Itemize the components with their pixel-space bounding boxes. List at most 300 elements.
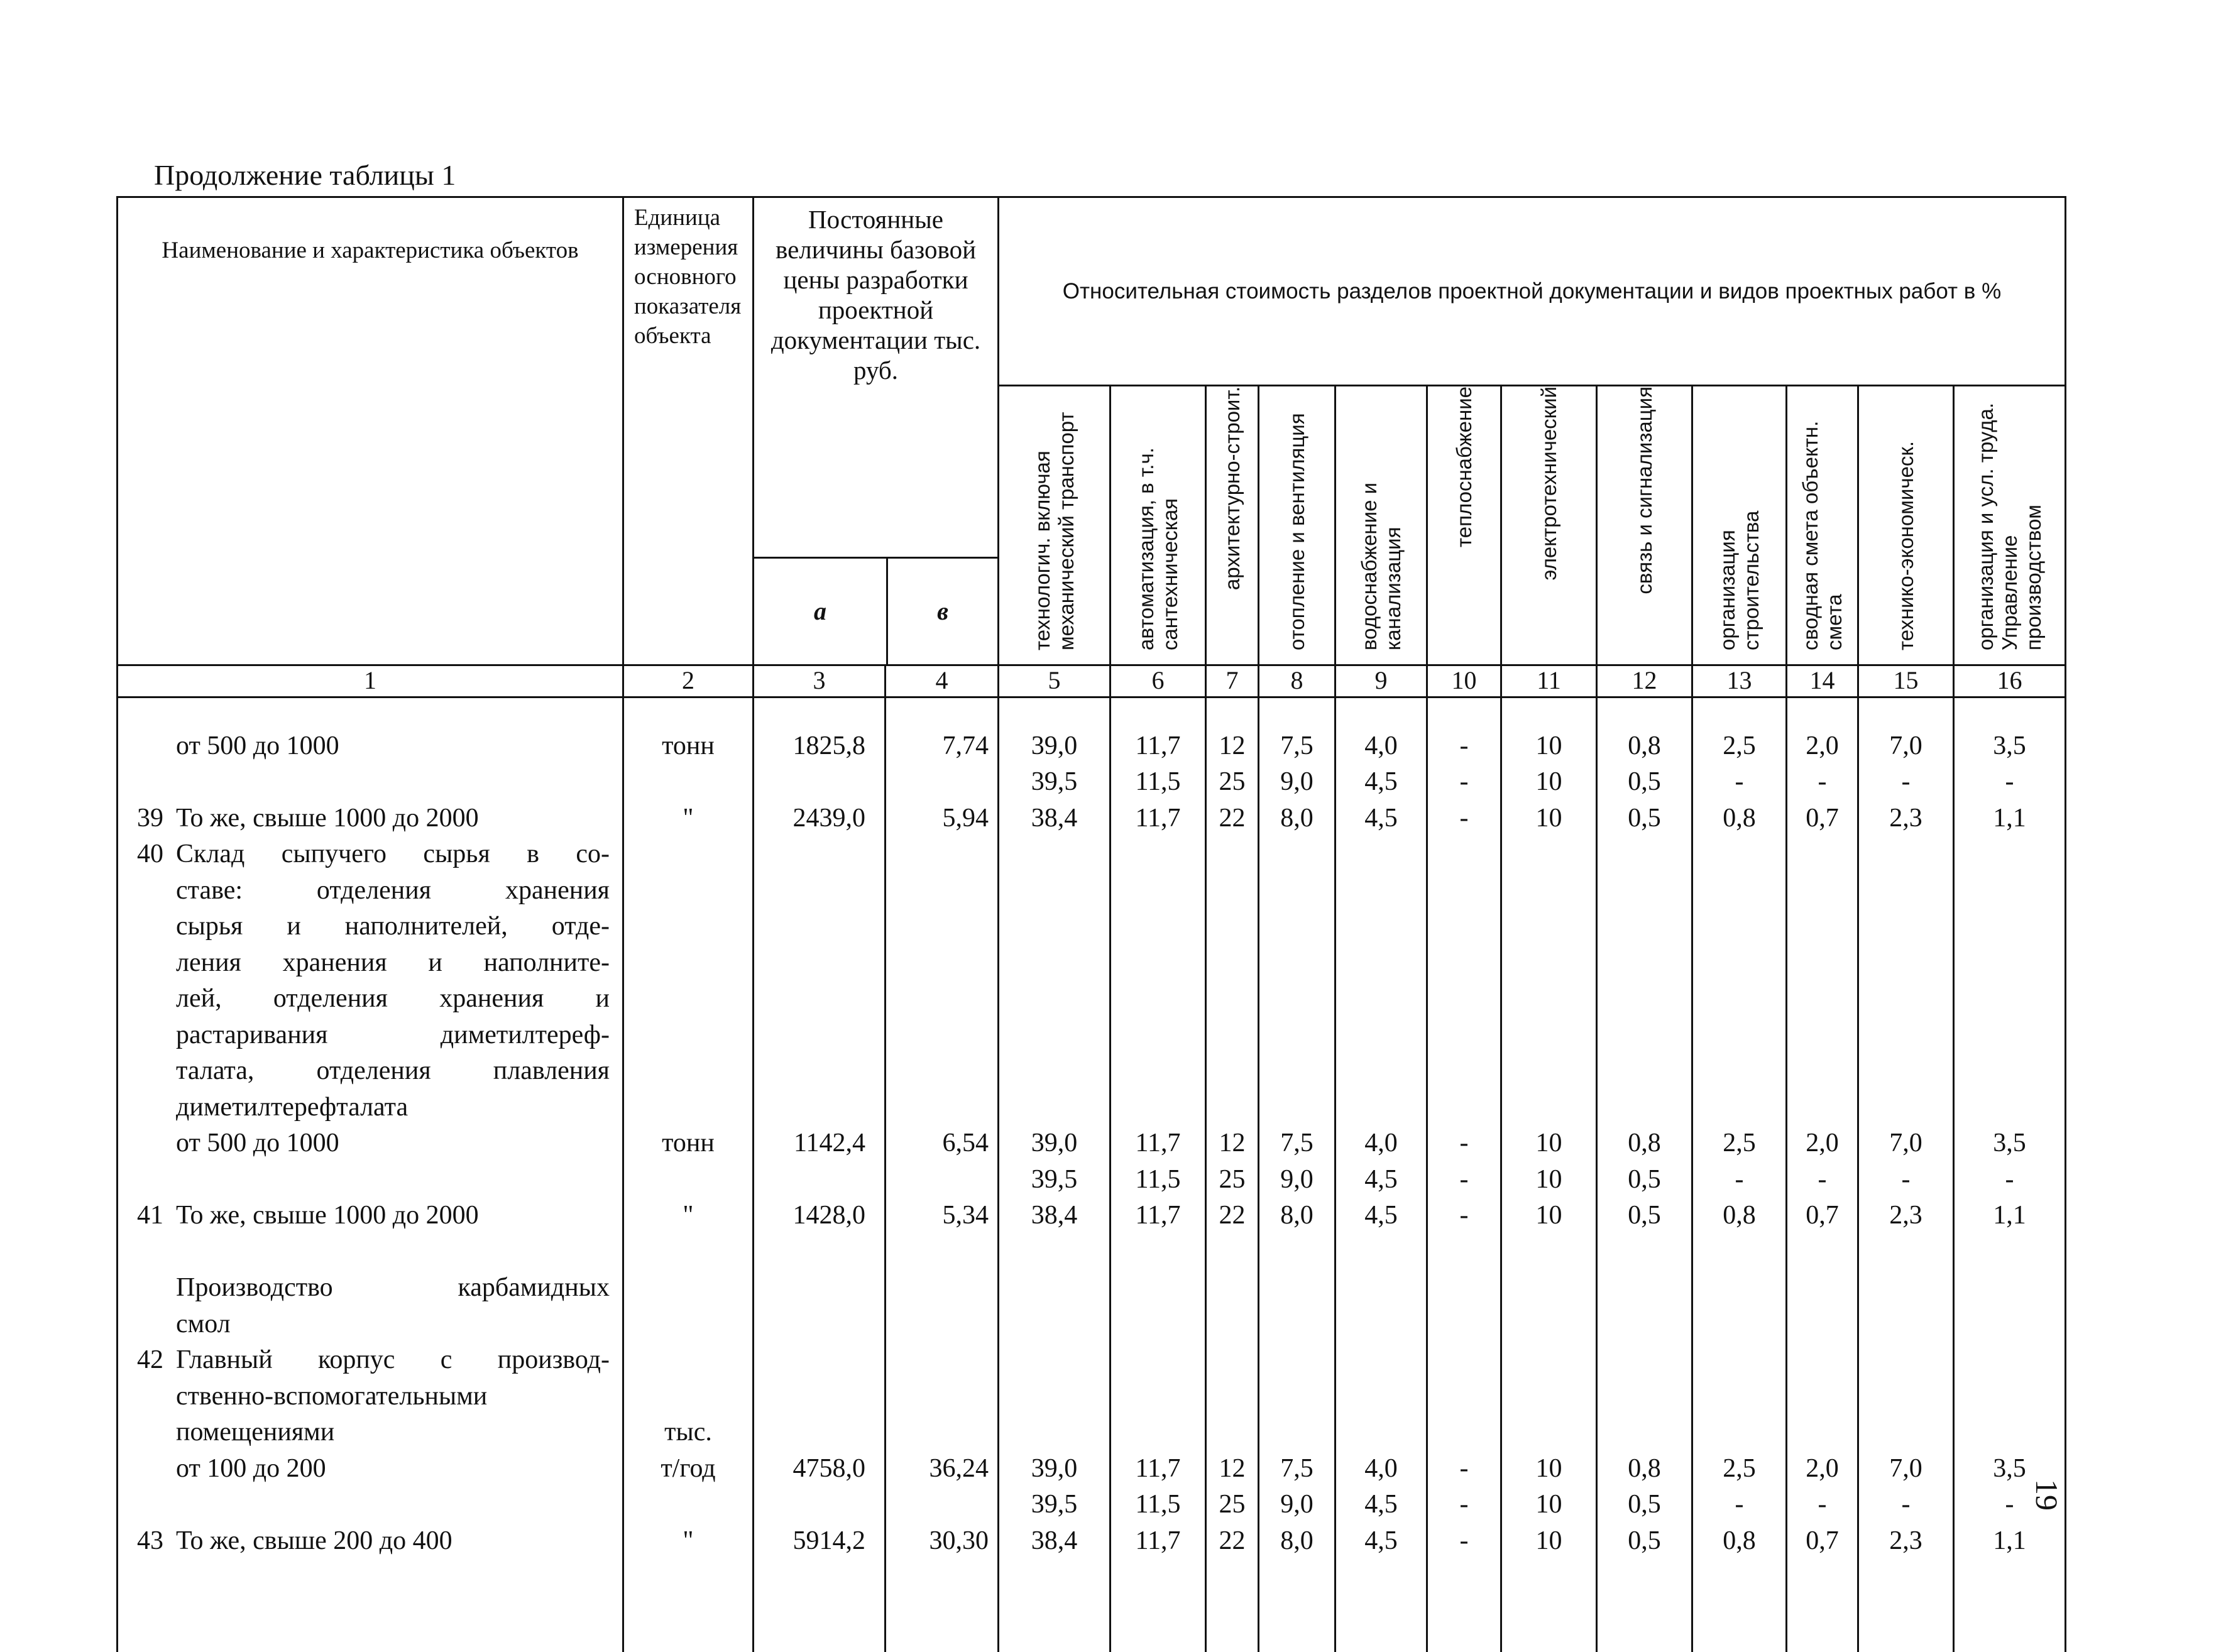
row-number [118,1125,176,1162]
unit-value [624,1306,752,1343]
unit-value: тонн [662,1129,715,1157]
row-number [118,1017,176,1054]
percent-value: 7,0 [1889,1129,1922,1157]
const-a-value: 1428,0 [792,1201,865,1230]
list-item [118,1234,622,1271]
const-b-value: 7,74 [942,731,989,760]
const-b-value [886,1487,989,1523]
page-number: 19 [2029,1479,2065,1511]
percent-value: 11,7 [1135,1129,1181,1157]
list-item [118,764,622,801]
list-item [118,728,622,765]
list-item [118,909,622,945]
const-b-value [886,909,989,945]
unit-value [624,1053,752,1090]
row-number [118,909,176,945]
const-b-value [886,873,989,909]
percent-value: - [1459,767,1469,796]
list-item [118,1379,622,1415]
list-item [118,873,622,909]
object-name: Склад сыпучего сырья в со- [176,840,610,868]
const-a-value: 1142,4 [794,1129,865,1157]
percent-value: 0,8 [1723,1201,1756,1230]
values-col-12 [1597,697,1692,1652]
percent-value: 0,8 [1628,731,1661,760]
percent-value: 22 [1219,1526,1246,1555]
const-a-value [754,1342,865,1379]
percent-value: 1,1 [1993,803,2026,833]
const-b-column [886,697,999,1652]
unit-value [624,873,752,909]
percent-value: 4,5 [1364,1164,1398,1194]
percent-value: 7,0 [1889,731,1922,760]
unit-value: тыс. [664,1418,712,1447]
header-col-16: организация и усл. труда. Управление производством [1954,385,2066,665]
const-b-value: 5,34 [942,1201,989,1230]
percent-value: - [1459,1490,1469,1519]
values-col-15 [1858,697,1954,1652]
col-number: 10 [1427,665,1501,697]
unit-value [624,909,752,945]
values-col-13 [1692,697,1787,1652]
col-number: 16 [1954,665,2066,697]
percent-value: - [1818,1164,1827,1194]
const-b-value [886,764,989,801]
row-number [118,1487,176,1523]
percent-value: 2,5 [1723,1453,1756,1483]
const-a-value [754,981,865,1017]
percent-value: - [2005,1164,2014,1194]
col-number: 1 [118,665,623,697]
values-col-7 [1206,697,1259,1652]
object-name: То же, свыше 1000 до 2000 [176,803,479,833]
percent-value: 2,0 [1806,731,1839,760]
const-a-value [754,836,865,873]
object-name: То же, свыше 200 до 400 [176,1526,452,1555]
values-col-6 [1110,697,1206,1652]
percent-value: 38,4 [1031,1526,1078,1555]
percent-value: 25 [1219,767,1246,796]
const-b-value [886,1017,989,1054]
row-number [118,1162,176,1198]
unit-value [624,1270,752,1306]
const-a-value: 5914,2 [792,1526,865,1555]
const-b-value [886,1414,989,1451]
values-col-10 [1427,697,1501,1652]
unit-value: " [683,1526,694,1555]
list-item [118,1306,622,1343]
col-number: 8 [1259,665,1335,697]
const-a-value [754,764,865,801]
percent-value: 4,5 [1364,1490,1398,1519]
list-item [118,945,622,982]
const-a-value [754,1487,865,1523]
row-number [118,1234,176,1271]
percent-value: - [2005,767,2014,796]
const-b-value [886,1342,989,1379]
list-item [118,1053,622,1090]
row-number [118,764,176,801]
col-number: 15 [1858,665,1954,697]
percent-value: 25 [1219,1164,1246,1194]
header-name: Наименование и характеристика объектов [118,197,623,665]
col-number: 7 [1206,665,1259,697]
percent-value: 8,0 [1280,803,1313,833]
percent-value: - [1459,1201,1469,1230]
row-number [118,1306,176,1343]
percent-value: 4,5 [1364,1201,1398,1230]
col-number: 3 [754,665,886,697]
percent-value: 11,7 [1135,1201,1181,1230]
percent-value: 1,1 [1993,1201,2026,1230]
header-col-8: отопление и вентиляция [1259,385,1335,665]
object-name: помещениями [176,1418,335,1447]
percent-value: 0,7 [1806,803,1839,833]
percent-value: 2,3 [1889,803,1922,833]
percent-value: 2,0 [1806,1453,1839,1483]
row-number [118,1379,176,1415]
list-item [118,1487,622,1523]
header-col-9: водоснабжение и канализация [1335,385,1427,665]
percent-value: 10 [1535,767,1562,796]
const-b-value: 36,24 [929,1453,989,1483]
percent-value: 11,7 [1135,1526,1181,1555]
header-unit: Единица измерения основного показателя объекта [623,197,754,665]
col-number: 14 [1787,665,1858,697]
col-number: 2 [623,665,754,697]
header-col-7: архитектурно-строит. [1206,385,1259,665]
const-b-value [886,1234,989,1271]
const-a-value: 2439,0 [792,803,865,833]
percent-value: 7,0 [1889,1453,1922,1483]
object-name: растаривания диметилтереф- [176,1020,610,1049]
list-item [118,1017,622,1054]
object-name: от 500 до 1000 [176,731,339,760]
const-b-value: 6,54 [942,1129,989,1157]
percent-value: 4,0 [1364,1129,1398,1157]
const-b-value [886,1090,989,1126]
col-number: 5 [999,665,1110,697]
const-a-value [754,1234,865,1271]
row-number [118,1414,176,1451]
list-item [118,1414,622,1451]
percent-value: 38,4 [1031,803,1078,833]
header-col-13: организация строительства [1692,385,1787,665]
percent-value: 10 [1535,1164,1562,1194]
const-a-value [754,1162,865,1198]
percent-value: 39,5 [1031,1490,1078,1519]
percent-value: - [1735,767,1744,796]
percent-value: - [2005,1490,2014,1519]
unit-value [624,1487,752,1523]
percent-value: - [1818,1490,1827,1519]
object-name: ставе: отделения хранения [176,875,610,905]
object-name [176,1162,622,1198]
row-number: 43 [137,1526,163,1555]
header-col-12: связь и сигнализация [1597,385,1692,665]
percent-value: 4,5 [1364,1526,1398,1555]
unit-value: " [683,803,694,833]
const-subheader [754,385,999,665]
percent-value: 2,3 [1889,1526,1922,1555]
percent-value: 2,3 [1889,1201,1922,1230]
unit-value: тонн [662,731,715,760]
list-item [118,801,622,837]
percent-value: 0,8 [1723,803,1756,833]
unit-value: " [683,1201,694,1230]
header-col-5: технологич. включая механический транспорт [999,385,1110,665]
percent-value: 25 [1219,1490,1246,1519]
percent-value: - [1459,1164,1469,1194]
header-const: Постоянные величины базовой цены разработки проектной документации тыс. руб. [754,197,999,386]
object-name: сырья и наполнителей, отде- [176,912,610,941]
percent-value: 2,0 [1806,1129,1839,1157]
percent-value: 12 [1219,731,1246,760]
percent-value: 10 [1535,731,1562,760]
object-name: от 100 до 200 [176,1453,326,1483]
unit-value [624,836,752,873]
const-a-value [754,873,865,909]
col-number: 11 [1501,665,1597,697]
percent-value: 7,5 [1280,731,1313,760]
row-number: 41 [137,1201,163,1230]
header-col-10: теплоснабжение [1427,385,1501,665]
const-b-value [886,1379,989,1415]
unit-value [624,1379,752,1415]
percent-value: 39,5 [1031,767,1078,796]
percent-value: 9,0 [1280,1164,1313,1194]
names-column [118,697,623,1652]
percent-value: - [1901,767,1911,796]
percent-value: 11,7 [1135,1453,1181,1483]
percent-value: - [1459,1453,1469,1483]
row-number: 42 [137,1345,163,1374]
object-name: ления хранения и наполните- [176,948,610,977]
object-name: диметилтерефталата [176,1092,409,1122]
row-number: 39 [137,803,163,833]
percent-value: - [1735,1490,1744,1519]
units-column [623,697,754,1652]
percent-value: 12 [1219,1453,1246,1483]
percent-value: 8,0 [1280,1526,1313,1555]
unit-value [624,764,752,801]
unit-value [624,981,752,1017]
percent-value: 0,8 [1628,1453,1661,1483]
row-number [118,945,176,982]
percent-value: - [1901,1164,1911,1194]
header-relative: Относительная стоимость разделов проектной документации и видов проектных работ в % [999,197,2066,386]
percent-value: - [1818,767,1827,796]
percent-value: - [1459,731,1469,760]
table-body [118,697,2066,1652]
values-col-9 [1335,697,1427,1652]
const-b-value [886,1053,989,1090]
const-a-value [754,945,865,982]
percent-value: 10 [1535,1453,1562,1483]
percent-value: 11,7 [1135,731,1181,760]
header-col-6: автоматизация, в т.ч. сантехническая [1110,385,1206,665]
percent-value: 0,5 [1628,1201,1661,1230]
percent-value: 0,5 [1628,1526,1661,1555]
unit-value [624,1017,752,1054]
values-col-11 [1501,697,1597,1652]
header-const-b: в [937,597,948,625]
percent-value: - [1459,803,1469,833]
percent-value: 3,5 [1993,731,2026,760]
percent-value: 11,5 [1135,1164,1181,1194]
percent-value: 0,7 [1806,1201,1839,1230]
list-item [118,1090,622,1126]
const-a-value [754,909,865,945]
row-number [118,728,176,765]
const-a-value: 1825,8 [792,731,865,760]
const-b-value [886,945,989,982]
values-col-5 [999,697,1110,1652]
object-name: То же, свыше 1000 до 2000 [176,1201,479,1230]
percent-value: 10 [1535,1490,1562,1519]
percent-value: 1,1 [1993,1526,2026,1555]
object-name: Производство карбамидных [176,1273,610,1302]
const-b-value [886,981,989,1017]
unit-value [624,1342,752,1379]
const-b-value [886,1306,989,1343]
percent-value: 8,0 [1280,1201,1313,1230]
col-number: 6 [1110,665,1206,697]
col-number: 12 [1597,665,1692,697]
list-item [118,1342,622,1379]
percent-value: 4,5 [1364,803,1398,833]
percent-value: 22 [1219,803,1246,833]
percent-value: 0,5 [1628,1490,1661,1519]
percent-value: 10 [1535,1201,1562,1230]
values-col-8 [1259,697,1335,1652]
row-number [118,1270,176,1306]
col-number: 13 [1692,665,1787,697]
percent-value: 38,4 [1031,1201,1078,1230]
const-a-value [754,1306,865,1343]
percent-value: 0,7 [1806,1526,1839,1555]
object-name [176,1234,622,1271]
percent-value: 0,8 [1628,1129,1661,1157]
percent-value: 10 [1535,1526,1562,1555]
row-number: 40 [137,840,163,868]
percent-value: 12 [1219,1129,1246,1157]
unit-value [624,945,752,982]
values-col-14 [1787,697,1858,1652]
const-a-value [754,1017,865,1054]
const-a-column [754,697,886,1652]
percent-value: 7,5 [1280,1129,1313,1157]
list-item [118,1198,622,1234]
percent-value: - [1901,1490,1911,1519]
object-name [176,1487,622,1523]
const-a-value [754,1090,865,1126]
percent-value: 11,5 [1135,1490,1181,1519]
percent-value: 39,5 [1031,1164,1078,1194]
object-name: от 500 до 1000 [176,1129,339,1157]
list-item [118,1451,622,1487]
row-number [118,1053,176,1090]
const-b-value [886,1270,989,1306]
percent-value: 4,0 [1364,1453,1398,1483]
percent-value: 4,5 [1364,767,1398,796]
object-name: талата, отделения плавления [176,1056,610,1085]
col-number: 9 [1335,665,1427,697]
percent-value: 9,0 [1280,767,1313,796]
const-b-value: 5,94 [942,803,989,833]
list-item [118,981,622,1017]
const-b-value: 30,30 [929,1526,989,1555]
unit-value [624,1090,752,1126]
percent-value: 7,5 [1280,1453,1313,1483]
table-caption: Продолжение таблицы 1 [154,159,456,191]
unit-value: т/год [661,1453,716,1483]
row-number [118,873,176,909]
row-number [118,981,176,1017]
const-a-value [754,1379,865,1415]
const-a-value: 4758,0 [792,1453,865,1483]
percent-value: - [1459,1129,1469,1157]
object-name: ственно-вспомогательными [176,1381,488,1411]
const-a-value [754,1053,865,1090]
percent-value: 39,0 [1031,1453,1078,1483]
percent-value: 4,0 [1364,731,1398,760]
percent-value: 0,8 [1723,1526,1756,1555]
percent-value: 0,5 [1628,1164,1661,1194]
percent-value: - [1735,1164,1744,1194]
header-col-14: сводная смета объектн. смета [1787,385,1858,665]
unit-value [624,1234,752,1271]
const-b-value [886,1162,989,1198]
col-number: 4 [886,665,999,697]
list-item [118,1523,622,1560]
percent-value: 3,5 [1993,1129,2026,1157]
percent-value: 11,7 [1135,803,1181,833]
object-name: лей, отделения хранения и [176,984,610,1013]
row-number [118,1090,176,1126]
header-col-15: технико-экономическ. [1858,385,1954,665]
row-number [118,1451,176,1487]
percent-value: 10 [1535,1129,1562,1157]
percent-value: 9,0 [1280,1490,1313,1519]
percent-value: 3,5 [1993,1453,2026,1483]
percent-value: 22 [1219,1201,1246,1230]
list-item [118,1270,622,1306]
object-name: Главный корпус с производ- [176,1345,610,1374]
header-col-11: электротехнический [1501,385,1597,665]
list-item [118,836,622,873]
header-const-a: а [754,559,888,664]
percent-value: 0,5 [1628,767,1661,796]
percent-value: 11,5 [1135,767,1181,796]
column-numbers-row [118,665,2066,697]
object-name [176,764,622,801]
const-a-value [754,1270,865,1306]
percent-value: 2,5 [1723,731,1756,760]
list-item [118,1125,622,1162]
percent-value: 0,5 [1628,803,1661,833]
percent-value: 10 [1535,803,1562,833]
percent-value: 2,5 [1723,1129,1756,1157]
percent-value: - [1459,1526,1469,1555]
list-item [118,1162,622,1198]
const-b-value [886,836,989,873]
cost-table [116,196,2066,1652]
percent-value: 39,0 [1031,731,1078,760]
const-a-value [754,1414,865,1451]
percent-value: 39,0 [1031,1129,1078,1157]
object-name: смол [176,1309,231,1338]
